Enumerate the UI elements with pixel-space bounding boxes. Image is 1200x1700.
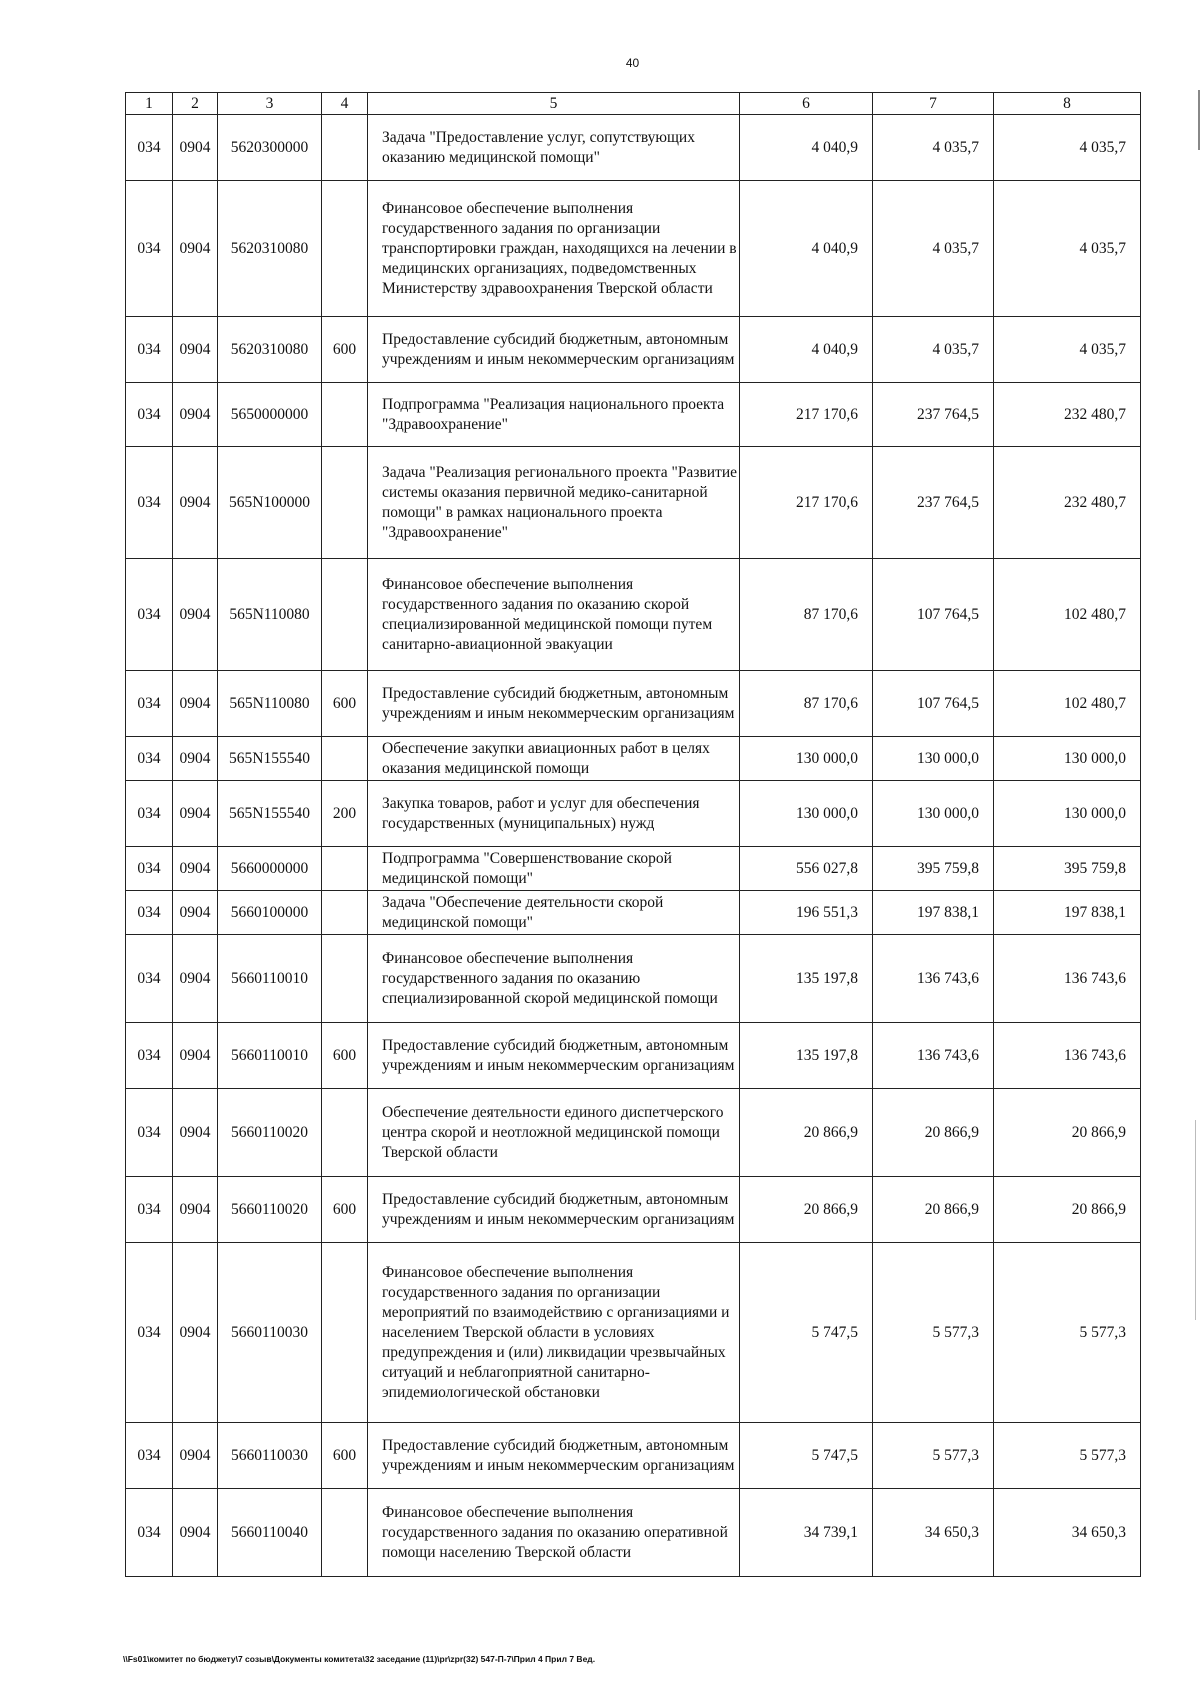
cell-amount-year2: 136 743,6 (873, 1023, 994, 1089)
cell-ministry: 034 (126, 671, 173, 737)
cell-target: 5650000000 (218, 383, 322, 447)
cell-amount-year3: 136 743,6 (994, 1023, 1141, 1089)
cell-ministry: 034 (126, 115, 173, 181)
cell-amount-year3: 395 759,8 (994, 847, 1141, 891)
cell-section: 0904 (173, 1423, 218, 1489)
cell-amount-year1: 4 040,9 (740, 181, 873, 317)
cell-expense-type (322, 891, 368, 935)
cell-amount-year3: 130 000,0 (994, 781, 1141, 847)
cell-name: Финансовое обеспечение выполнения государственного задания по организации мероприятий по взаимодействию с организациями и населением Тверской области в условиях предупреждения и (или) ликвидации чрезвычайных ситуаций и неблагоприятной санитарно-эпидемиологической обстановки (368, 1243, 740, 1423)
cell-name: Обеспечение закупки авиационных работ в целях оказания медицинской помощи (368, 737, 740, 781)
cell-ministry: 034 (126, 1023, 173, 1089)
cell-amount-year2: 20 866,9 (873, 1089, 994, 1177)
cell-expense-type (322, 935, 368, 1023)
cell-target: 5620310080 (218, 181, 322, 317)
cell-section: 0904 (173, 447, 218, 559)
table-body (126, 115, 1141, 1577)
cell-amount-year1: 87 170,6 (740, 559, 873, 671)
cell-target: 565N155540 (218, 781, 322, 847)
cell-expense-type: 600 (322, 671, 368, 737)
header-col-4: 4 (322, 93, 368, 115)
cell-section: 0904 (173, 1023, 218, 1089)
cell-amount-year1: 20 866,9 (740, 1089, 873, 1177)
cell-section: 0904 (173, 671, 218, 737)
cell-amount-year3: 197 838,1 (994, 891, 1141, 935)
table-row (126, 317, 1141, 383)
cell-amount-year3: 102 480,7 (994, 671, 1141, 737)
cell-name: Задача "Обеспечение деятельности скорой медицинской помощи" (368, 891, 740, 935)
cell-ministry: 034 (126, 447, 173, 559)
cell-expense-type: 600 (322, 1177, 368, 1243)
cell-amount-year2: 130 000,0 (873, 737, 994, 781)
cell-amount-year3: 34 650,3 (994, 1489, 1141, 1577)
cell-amount-year3: 232 480,7 (994, 447, 1141, 559)
cell-target: 5660110020 (218, 1089, 322, 1177)
table-header-row (126, 93, 1141, 115)
cell-target: 5660100000 (218, 891, 322, 935)
cell-amount-year3: 20 866,9 (994, 1177, 1141, 1243)
footer-file-path: \\Fs01\комитет по бюджету\7 созыв\Документы комитета\32 заседание (11)\pr\zpr(32) 547-П-7\Прил 4 Прил 7 Вед. (123, 1654, 596, 1664)
cell-name: Финансовое обеспечение выполнения государственного задания по оказанию скорой специализированной медицинской помощи путем санитарно-авиационной эвакуации (368, 559, 740, 671)
cell-amount-year1: 135 197,8 (740, 935, 873, 1023)
cell-section: 0904 (173, 781, 218, 847)
cell-expense-type (322, 847, 368, 891)
budget-table (125, 92, 1141, 1577)
cell-ministry: 034 (126, 847, 173, 891)
cell-ministry: 034 (126, 1489, 173, 1577)
table-row (126, 847, 1141, 891)
table-row (126, 1089, 1141, 1177)
table-row (126, 383, 1141, 447)
cell-ministry: 034 (126, 781, 173, 847)
cell-name: Подпрограмма "Совершенствование скорой медицинской помощи" (368, 847, 740, 891)
cell-section: 0904 (173, 317, 218, 383)
cell-amount-year2: 395 759,8 (873, 847, 994, 891)
header-col-6: 6 (740, 93, 873, 115)
table-row (126, 1023, 1141, 1089)
cell-amount-year2: 197 838,1 (873, 891, 994, 935)
cell-expense-type (322, 115, 368, 181)
cell-amount-year3: 4 035,7 (994, 181, 1141, 317)
table-row (126, 891, 1141, 935)
cell-amount-year3: 232 480,7 (994, 383, 1141, 447)
table-row (126, 1177, 1141, 1243)
cell-expense-type (322, 1089, 368, 1177)
cell-amount-year1: 130 000,0 (740, 737, 873, 781)
cell-amount-year2: 136 743,6 (873, 935, 994, 1023)
cell-amount-year1: 217 170,6 (740, 447, 873, 559)
cell-name: Предоставление субсидий бюджетным, автономным учреждениям и иным некоммерческим организациям (368, 1423, 740, 1489)
cell-amount-year1: 196 551,3 (740, 891, 873, 935)
cell-expense-type (322, 559, 368, 671)
cell-ministry: 034 (126, 1177, 173, 1243)
cell-section: 0904 (173, 1177, 218, 1243)
cell-amount-year3: 130 000,0 (994, 737, 1141, 781)
cell-amount-year1: 5 747,5 (740, 1423, 873, 1489)
cell-amount-year3: 20 866,9 (994, 1089, 1141, 1177)
cell-section: 0904 (173, 383, 218, 447)
cell-name: Финансовое обеспечение выполнения государственного задания по организации транспортировки граждан, находящихся на лечении в медицинских организациях, подведомственных Министерству здравоохранения Тверской области (368, 181, 740, 317)
header-col-2: 2 (173, 93, 218, 115)
cell-expense-type (322, 181, 368, 317)
cell-target: 5620300000 (218, 115, 322, 181)
cell-ministry: 034 (126, 891, 173, 935)
cell-expense-type (322, 447, 368, 559)
cell-target: 565N155540 (218, 737, 322, 781)
table-row (126, 1489, 1141, 1577)
cell-amount-year2: 34 650,3 (873, 1489, 994, 1577)
cell-expense-type (322, 383, 368, 447)
cell-amount-year3: 5 577,3 (994, 1243, 1141, 1423)
header-col-3: 3 (218, 93, 322, 115)
cell-target: 5660110010 (218, 1023, 322, 1089)
cell-target: 5660000000 (218, 847, 322, 891)
table-row (126, 559, 1141, 671)
page-number: 40 (625, 56, 640, 70)
cell-section: 0904 (173, 181, 218, 317)
cell-name: Задача "Предоставление услуг, сопутствующих оказанию медицинской помощи" (368, 115, 740, 181)
cell-name: Финансовое обеспечение выполнения государственного задания по оказанию оперативной помощи населению Тверской области (368, 1489, 740, 1577)
cell-section: 0904 (173, 1089, 218, 1177)
cell-ministry: 034 (126, 181, 173, 317)
cell-amount-year2: 5 577,3 (873, 1243, 994, 1423)
cell-name: Задача "Реализация регионального проекта "Развитие системы оказания первичной медико-санитарной помощи" в рамках национального проекта "Здравоохранение" (368, 447, 740, 559)
cell-name: Предоставление субсидий бюджетным, автономным учреждениям и иным некоммерческим организациям (368, 671, 740, 737)
cell-amount-year2: 107 764,5 (873, 559, 994, 671)
cell-section: 0904 (173, 891, 218, 935)
cell-expense-type (322, 1243, 368, 1423)
cell-target: 5660110020 (218, 1177, 322, 1243)
cell-amount-year1: 217 170,6 (740, 383, 873, 447)
cell-name: Подпрограмма "Реализация национального проекта "Здравоохранение" (368, 383, 740, 447)
cell-target: 5620310080 (218, 317, 322, 383)
cell-expense-type: 600 (322, 1423, 368, 1489)
cell-name: Финансовое обеспечение выполнения государственного задания по оказанию специализированной скорой медицинской помощи (368, 935, 740, 1023)
table-row (126, 781, 1141, 847)
cell-ministry: 034 (126, 1089, 173, 1177)
cell-amount-year2: 4 035,7 (873, 181, 994, 317)
cell-amount-year1: 34 739,1 (740, 1489, 873, 1577)
cell-amount-year2: 237 764,5 (873, 383, 994, 447)
cell-amount-year1: 135 197,8 (740, 1023, 873, 1089)
cell-section: 0904 (173, 559, 218, 671)
cell-amount-year1: 5 747,5 (740, 1243, 873, 1423)
cell-amount-year3: 4 035,7 (994, 115, 1141, 181)
cell-target: 5660110030 (218, 1423, 322, 1489)
header-col-8: 8 (994, 93, 1141, 115)
cell-section: 0904 (173, 1243, 218, 1423)
cell-amount-year2: 5 577,3 (873, 1423, 994, 1489)
cell-section: 0904 (173, 847, 218, 891)
cell-ministry: 034 (126, 1423, 173, 1489)
cell-target: 565N110080 (218, 559, 322, 671)
cell-ministry: 034 (126, 383, 173, 447)
table-row (126, 671, 1141, 737)
table-row (126, 115, 1141, 181)
cell-amount-year1: 130 000,0 (740, 781, 873, 847)
cell-amount-year2: 130 000,0 (873, 781, 994, 847)
cell-amount-year2: 20 866,9 (873, 1177, 994, 1243)
cell-ministry: 034 (126, 935, 173, 1023)
cell-amount-year2: 107 764,5 (873, 671, 994, 737)
cell-section: 0904 (173, 115, 218, 181)
cell-section: 0904 (173, 935, 218, 1023)
table-row (126, 1243, 1141, 1423)
cell-name: Обеспечение деятельности единого диспетчерского центра скорой и неотложной медицинской помощи Тверской области (368, 1089, 740, 1177)
cell-section: 0904 (173, 1489, 218, 1577)
cell-amount-year2: 4 035,7 (873, 115, 994, 181)
header-col-5: 5 (368, 93, 740, 115)
header-col-1: 1 (126, 93, 173, 115)
cell-amount-year1: 87 170,6 (740, 671, 873, 737)
cell-section: 0904 (173, 737, 218, 781)
cell-target: 565N100000 (218, 447, 322, 559)
table-row (126, 181, 1141, 317)
cell-target: 5660110010 (218, 935, 322, 1023)
table-row (126, 447, 1141, 559)
table-row (126, 1423, 1141, 1489)
cell-ministry: 034 (126, 1243, 173, 1423)
scan-edge-mark (1195, 1120, 1196, 1320)
cell-expense-type: 600 (322, 1023, 368, 1089)
cell-ministry: 034 (126, 737, 173, 781)
cell-name: Закупка товаров, работ и услуг для обеспечения государственных (муниципальных) нужд (368, 781, 740, 847)
cell-expense-type: 600 (322, 317, 368, 383)
cell-name: Предоставление субсидий бюджетным, автономным учреждениям и иным некоммерческим организациям (368, 317, 740, 383)
cell-name: Предоставление субсидий бюджетным, автономным учреждениям и иным некоммерческим организациям (368, 1177, 740, 1243)
cell-amount-year3: 4 035,7 (994, 317, 1141, 383)
cell-amount-year1: 4 040,9 (740, 317, 873, 383)
cell-name: Предоставление субсидий бюджетным, автономным учреждениям и иным некоммерческим организациям (368, 1023, 740, 1089)
cell-amount-year3: 102 480,7 (994, 559, 1141, 671)
cell-target: 565N110080 (218, 671, 322, 737)
cell-amount-year3: 5 577,3 (994, 1423, 1141, 1489)
cell-target: 5660110040 (218, 1489, 322, 1577)
cell-expense-type (322, 737, 368, 781)
cell-amount-year1: 4 040,9 (740, 115, 873, 181)
header-col-7: 7 (873, 93, 994, 115)
cell-expense-type (322, 1489, 368, 1577)
cell-ministry: 034 (126, 559, 173, 671)
cell-amount-year1: 556 027,8 (740, 847, 873, 891)
cell-amount-year2: 237 764,5 (873, 447, 994, 559)
cell-target: 5660110030 (218, 1243, 322, 1423)
cell-expense-type: 200 (322, 781, 368, 847)
cell-amount-year1: 20 866,9 (740, 1177, 873, 1243)
table-row (126, 737, 1141, 781)
cell-ministry: 034 (126, 317, 173, 383)
cell-amount-year2: 4 035,7 (873, 317, 994, 383)
table-row (126, 935, 1141, 1023)
cell-amount-year3: 136 743,6 (994, 935, 1141, 1023)
